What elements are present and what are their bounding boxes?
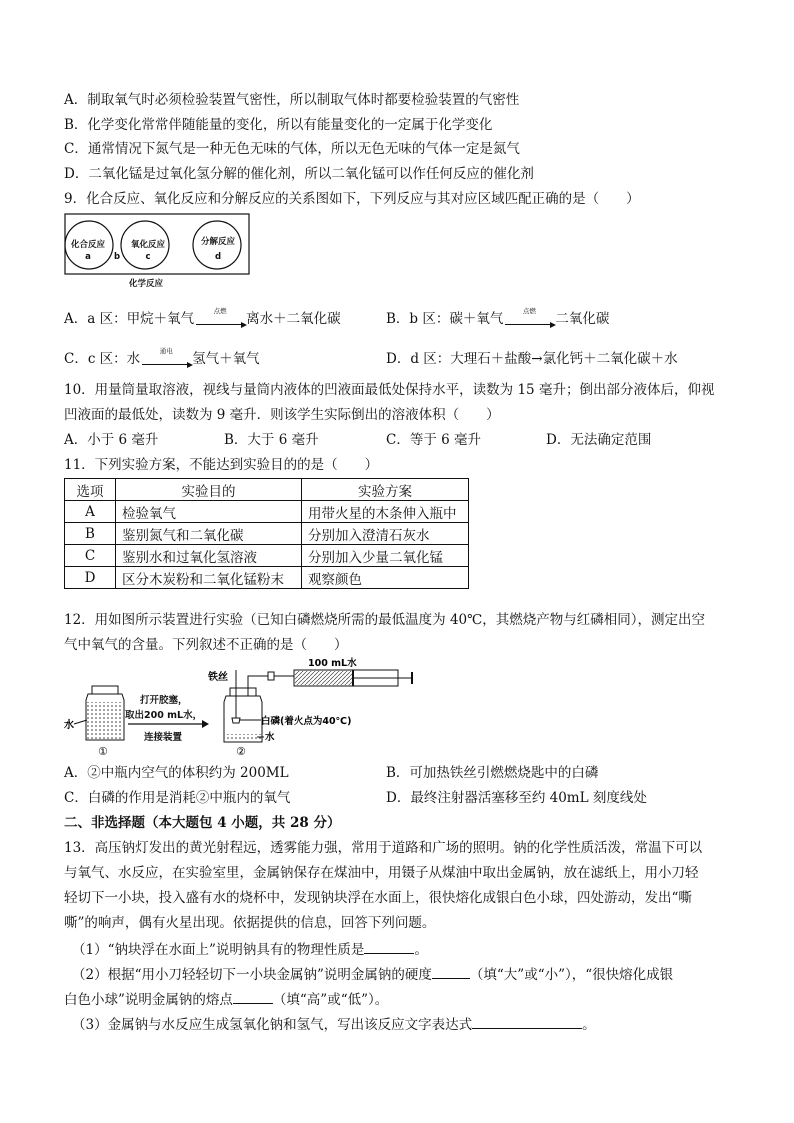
- syringe-label: 100 mL水: [308, 658, 357, 669]
- q12-line2: 气中氧气的含量。下列叙述不正确的是（ ）: [64, 637, 348, 653]
- table-cell: D: [65, 567, 116, 589]
- step-connect: 连接装置: [144, 732, 183, 743]
- label-chemical-reaction: 化学反应: [128, 279, 164, 289]
- table-cell: 用带火星的木条伸入瓶中: [302, 501, 469, 523]
- q13-para-line1: 13．高压钠灯发出的黄光射程远，透雾能力强，常用于道路和广场的照明。钠的化学性质活泼，常温下可以: [64, 840, 703, 856]
- q9-option-a: A．a 区：甲烷＋氧气 点燃 离水＋二氧化碳: [64, 306, 341, 327]
- q11-stem: 11．下列实验方案，不能达到实验目的的是（ ）: [64, 457, 379, 473]
- q13-para-line4: 嘶”的响声，偶有火星出现。依据提供的信息，回答下列问题。: [64, 915, 436, 931]
- label-combination: 化合反应: [70, 240, 106, 250]
- q8-option-a: A．制取氧气时必须检验装置气密性，所以制取气体时都要检验装置的气密性: [64, 92, 520, 108]
- table-header: 选项: [65, 479, 116, 501]
- q13-sub1: （1）“钠块浮在水面上”说明钠具有的物理性质是 。: [72, 939, 428, 959]
- reaction-relationship-diagram: [64, 213, 250, 289]
- q10-line1: 10．用量筒量取溶液，视线与量筒内液体的凹液面最低处保持水平，读数为 15 毫升；倒出部分液体后，仰视: [64, 382, 715, 398]
- q13-para-line3: 轻切下一小块，投入盛有水的烧杯中，发现钠块浮在水面上，很快熔化成银白色小球，四处游动，发出“嘶: [64, 890, 692, 906]
- q12-option-c: C．白磷的作用是消耗②中瓶内的氧气: [64, 790, 291, 806]
- step-remove-water: 取出200 mL水，: [125, 710, 203, 721]
- q12-option-b: B．可加热铁丝引燃燃烧匙中的白磷: [386, 765, 599, 781]
- apparatus-figure: [62, 656, 418, 760]
- label-b: b: [113, 252, 121, 262]
- q10-option-c: C．等于 6 毫升: [386, 432, 482, 448]
- experiment-table: [64, 478, 469, 589]
- bottle-1: [86, 686, 124, 740]
- label-decomposition: 分解反应: [200, 237, 236, 247]
- table-cell: C: [65, 545, 116, 567]
- table-cell: B: [65, 523, 116, 545]
- label-d: d: [214, 252, 222, 262]
- answer-blank[interactable]: [432, 964, 470, 979]
- white-phosphorus-label: 白磷(着火点为40℃): [261, 716, 352, 727]
- table-cell: 鉴别水和过氧化氢溶液: [116, 545, 302, 567]
- q13-para-line2: 与氧气、水反应，在实验室里，金属钠保存在煤油中，用镊子从煤油中取出金属钠，放在滤纸上，用小刀轻: [64, 865, 699, 881]
- table-cell: 观察颜色: [302, 567, 469, 589]
- table-cell: A: [65, 501, 116, 523]
- q9-stem: 9．化合反应、氧化反应和分解反应的关系图如下，下列反应与其对应区域匹配正确的是（ ）: [64, 191, 640, 207]
- q13-sub3: （3）金属钠与水反应生成氢氧化钠和氢气，写出该反应文字表达式 。: [72, 1014, 596, 1034]
- q13-sub2-line2: 白色小球”说明金属钠的熔点 （填“高”或“低”）。: [64, 989, 388, 1009]
- bottle-2: [224, 670, 294, 742]
- table-cell: 检验氧气: [116, 501, 302, 523]
- iron-wire-label: 铁丝: [208, 672, 228, 683]
- q12-option-d: D．最终注射器活塞移至约 40mL 刻度线处: [386, 790, 647, 806]
- table-cell: 鉴别氮气和二氧化碳: [116, 523, 302, 545]
- table-cell: 区分木炭粉和二氧化锰粉末: [116, 567, 302, 589]
- table-header-row: [65, 479, 469, 501]
- answer-blank[interactable]: [472, 1014, 582, 1029]
- water-label-right: 水: [265, 732, 275, 743]
- q8-option-c: C．通常情况下氮气是一种无色无味的气体，所以无色无味的气体一定是氮气: [64, 141, 520, 157]
- table-cell: 分别加入澄清石灰水: [302, 523, 469, 545]
- q10-option-d: D．无法确定范围: [546, 432, 652, 448]
- water-label-left: 水: [64, 720, 74, 731]
- section-heading: 二、非选择题（本大题包 4 小题，共 28 分）: [64, 815, 341, 831]
- q8-option-d: D．二氧化锰是过氧化氢分解的催化剂，所以二氧化锰可以作任何反应的催化剂: [64, 166, 534, 182]
- label-c: c: [145, 252, 151, 262]
- table-row: [65, 567, 469, 589]
- table-row: [65, 501, 469, 523]
- q9-option-d: D．d 区：大理石＋盐酸→氯化钙＋二氧化碳＋水: [386, 351, 678, 367]
- q12-line1: 12．用如图所示装置进行实验（已知白磷燃烧所需的最低温度为 40℃，其燃烧产物与红磷相同），测定出空: [64, 612, 705, 628]
- q9-option-b: B．b 区：碳＋氧气 点燃 二氧化碳: [386, 306, 610, 327]
- q10-option-b: B．大于 6 毫升: [224, 432, 319, 448]
- table-header: 实验方案: [302, 479, 469, 501]
- table-row: [65, 523, 469, 545]
- q12-option-a: A．②中瓶内空气的体积约为 200ML: [64, 765, 289, 781]
- label-a: a: [85, 252, 91, 262]
- syringe: [294, 670, 412, 686]
- q10-option-a: A．小于 6 毫升: [64, 432, 159, 448]
- bottle-1-number: ①: [98, 745, 108, 758]
- q8-option-b: B．化学变化常常伴随能量的变化，所以有能量变化的一定属于化学变化: [64, 117, 493, 133]
- q13-sub2-line1: （2）根据“用小刀轻轻切下一小块金属钠”说明金属钠的硬度 （填“大”或“小”），“很快熔化成银: [72, 964, 673, 984]
- table-header: 实验目的: [116, 479, 302, 501]
- q9-option-c: C．c 区：水 通电 氢气＋氧气: [64, 346, 260, 367]
- bottle-2-number: ②: [236, 745, 246, 758]
- table-row: [65, 545, 469, 567]
- q10-line2: 凹液面的最低处，读数为 9 毫升．则该学生实际倒出的溶液体积（ ）: [64, 407, 500, 423]
- table-cell: 分别加入少量二氧化锰: [302, 545, 469, 567]
- answer-blank[interactable]: [233, 989, 273, 1004]
- answer-blank[interactable]: [364, 939, 414, 954]
- label-oxidation: 氧化反应: [130, 240, 166, 250]
- step-open-stopper: 打开胶塞，: [140, 695, 188, 706]
